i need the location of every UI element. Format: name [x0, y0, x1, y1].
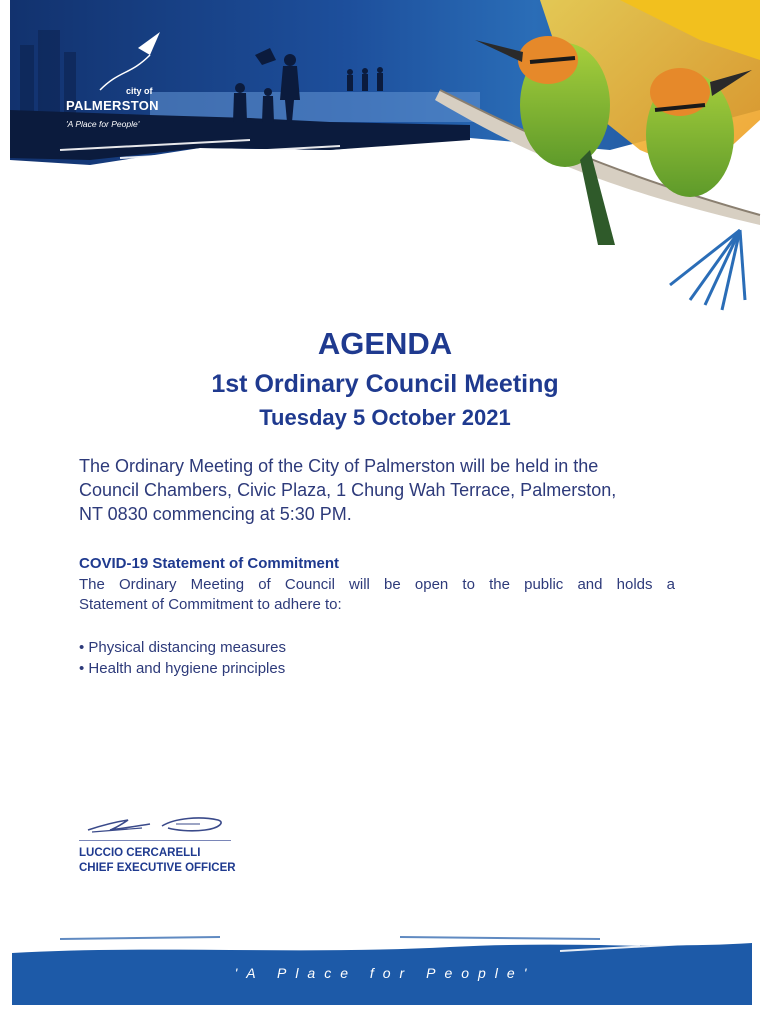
meeting-date: Tuesday 5 October 2021 [259, 405, 511, 430]
signature-line [79, 840, 231, 841]
header-banner [0, 0, 770, 330]
signatory-title: CHIEF EXECUTIVE OFFICER [79, 862, 236, 874]
logo-city-of: city of [126, 86, 153, 96]
covid-line: Statement of Commitment to adhere to: [79, 596, 342, 613]
footer-tagline: 'A Place for People' [234, 965, 536, 981]
signatory-name: LUCCIO CERCARELLI [79, 847, 201, 859]
intro-line: NT 0830 commencing at 5:30 PM. [79, 504, 352, 524]
meeting-intro [79, 454, 719, 526]
covid-statement [79, 575, 679, 615]
meeting-title: 1st Ordinary Council Meeting [211, 370, 559, 398]
logo-tagline: 'A Place for People' [66, 119, 140, 129]
signatory-block [79, 846, 236, 876]
logo-name: PALMERSTON [66, 98, 159, 113]
list-item: • Health and hygiene principles [79, 658, 286, 679]
covid-line: The Ordinary Meeting of Council will be open to the public and holds a [79, 576, 675, 593]
intro-line: Council Chambers, Civic Plaza, 1 Chung Wah Terrace, Palmerston, [79, 480, 617, 500]
intro-line: The Ordinary Meeting of the City of Palmerston will be held in the [79, 456, 599, 476]
list-item: • Physical distancing measures [79, 637, 286, 658]
covid-heading: COVID-19 Statement of Commitment [79, 555, 340, 572]
agenda-title: AGENDA [317, 326, 453, 361]
commitment-list [79, 637, 286, 679]
ceo-signature [80, 808, 240, 844]
